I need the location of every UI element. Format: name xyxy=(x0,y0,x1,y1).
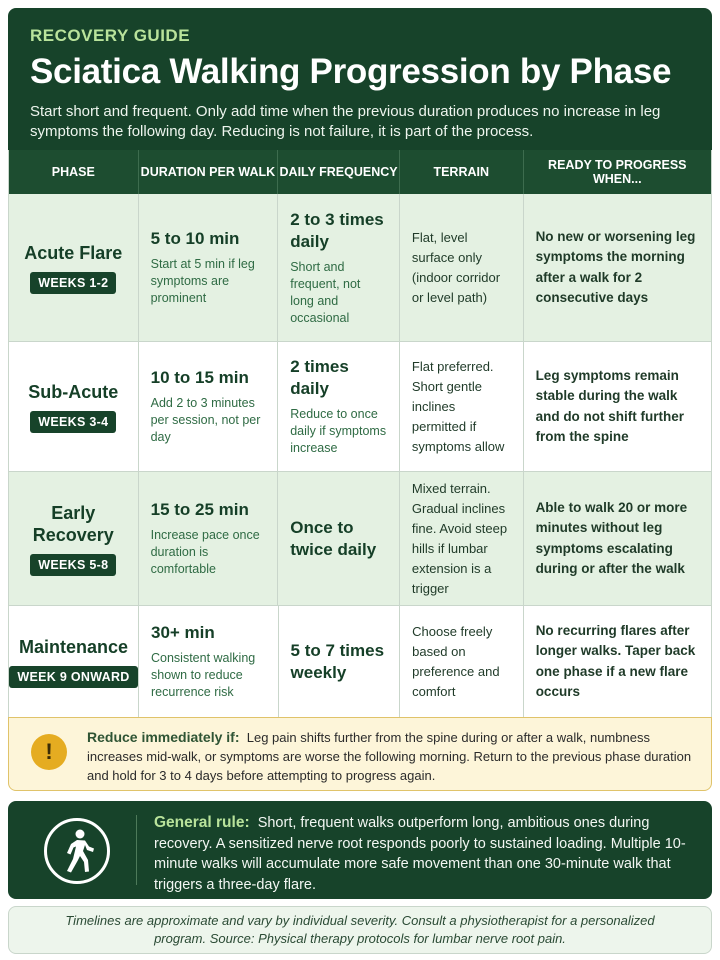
column-header-duration: DURATION PER WALK xyxy=(139,150,279,194)
duration-note: Increase pace once duration is comfortable xyxy=(150,528,260,576)
duration-note: Consistent walking shown to reduce recurrence risk xyxy=(151,651,256,699)
eyebrow-label: RECOVERY GUIDE xyxy=(30,26,191,45)
footer-text: Timelines are approximate and vary by individual severity. Consult a physiotherapist for a personalized program. Source: Physical therapy protocols for lumbar nerve root pain. xyxy=(65,913,655,946)
weeks-badge: WEEK 9 ONWARD xyxy=(9,666,137,688)
phase-cell xyxy=(9,194,139,341)
terrain-text: Flat, level surface only (indoor corridor or level path) xyxy=(411,229,501,305)
weeks-badge: WEEKS 5-8 xyxy=(30,554,116,576)
duration-value: 30+ min xyxy=(151,623,215,642)
frequency-value: 2 times daily xyxy=(290,357,349,398)
rule-label: General rule: xyxy=(154,814,250,831)
terrain-text: Mixed terrain. Gradual inclines fine. Avoid steep hills if lumbar extension is a trigger xyxy=(411,480,508,596)
rule-text xyxy=(154,813,696,895)
phase-name: Early Recovery xyxy=(32,502,114,545)
warning-callout xyxy=(8,717,712,791)
frequency-cell xyxy=(278,194,400,341)
rule-body: Short, frequent walks outperform long, ambitious ones during recovery. A sensitized nerve root responds poorly to sustained loading. Multiple 10-minute walks will accumulate more safe movement than one 30-minute walk that triggers a three-day flare. xyxy=(154,815,686,893)
frequency-value: 2 to 3 times daily xyxy=(290,209,384,251)
warning-label: Reduce immediately if: xyxy=(87,729,240,745)
progression-table xyxy=(8,150,712,717)
phase-name: Sub-Acute xyxy=(28,381,119,402)
ready-cell xyxy=(524,472,711,605)
duration-value: 10 to 15 min xyxy=(150,368,249,387)
phase-cell xyxy=(9,472,139,605)
ready-cell xyxy=(524,606,711,717)
column-header-frequency: DAILY FREQUENCY xyxy=(278,150,400,194)
duration-value: 5 to 10 min xyxy=(150,229,240,248)
frequency-value: Once to twice daily xyxy=(290,517,377,559)
column-header-ready: READY TO PROGRESS WHEN... xyxy=(548,158,687,186)
terrain-text: Choose freely based on preference and comfort xyxy=(412,623,500,699)
terrain-cell xyxy=(400,606,524,717)
ready-text: Leg symptoms remain stable during the walk and do not shift further from the spine xyxy=(535,367,685,444)
ready-text: No new or worsening leg symptoms the morning after a walk for 2 consecutive days xyxy=(535,228,696,305)
ready-text: No recurring flares after longer walks. Taper back one phase if a new flare occurs xyxy=(535,622,696,699)
table-row xyxy=(9,194,711,342)
duration-cell xyxy=(139,606,279,717)
page-title: Sciatica Walking Progression by Phase xyxy=(30,52,672,91)
duration-cell xyxy=(139,342,279,471)
column-header-phase: PHASE xyxy=(9,150,139,194)
phase-name: Acute Flare xyxy=(24,242,123,263)
duration-value: 15 to 25 min xyxy=(150,500,249,519)
footer-note xyxy=(8,906,712,954)
walking-person-icon xyxy=(44,818,110,884)
header-banner xyxy=(8,8,712,150)
exclamation-icon: ! xyxy=(31,734,67,770)
frequency-note: Reduce to once daily if symptoms increase xyxy=(290,407,387,455)
duration-note: Add 2 to 3 minutes per session, not per day xyxy=(150,396,261,444)
warning-body: Leg pain shifts further from the spine during or after a walk, numbness increases mid-walk, or symptoms are worse the following morning. Return to the previous phase duration and hold for 3 to 4 days before attempting to progress again. xyxy=(87,730,692,783)
table-row xyxy=(9,472,711,606)
weeks-badge: WEEKS 3-4 xyxy=(30,411,116,433)
frequency-note: Short and frequent, not long and occasional xyxy=(290,259,361,325)
phase-cell xyxy=(9,342,139,471)
page-subtitle: Start short and frequent. Only add time when the previous duration produces no increase in leg symptoms the following day. Reducing is not failure, it is part of the process. xyxy=(30,103,661,140)
duration-note: Start at 5 min if leg symptoms are prominent xyxy=(150,257,255,305)
ready-cell xyxy=(524,194,711,341)
table-header xyxy=(9,150,711,194)
column-header-terrain: TERRAIN xyxy=(400,150,524,194)
rule-divider xyxy=(136,815,137,885)
ready-text: Able to walk 20 or more minutes without leg symptoms escalating during or after the walk xyxy=(535,499,688,576)
terrain-cell xyxy=(400,342,524,471)
terrain-cell xyxy=(400,472,524,605)
general-rule-panel xyxy=(8,801,712,899)
phase-name: Maintenance xyxy=(18,636,129,657)
frequency-value: 5 to 7 times weekly xyxy=(290,640,385,682)
frequency-cell xyxy=(278,472,400,605)
phase-cell xyxy=(9,606,139,717)
frequency-cell xyxy=(278,342,400,471)
warning-text xyxy=(87,728,695,785)
weeks-badge: WEEKS 1-2 xyxy=(30,272,116,294)
terrain-text: Flat preferred. Short gentle inclines permitted if symptoms allow xyxy=(411,358,505,454)
duration-cell xyxy=(139,472,279,605)
terrain-cell xyxy=(400,194,524,341)
table-row xyxy=(9,606,711,717)
table-row xyxy=(9,342,711,472)
duration-cell xyxy=(139,194,279,341)
ready-cell xyxy=(524,342,711,471)
frequency-cell xyxy=(279,606,401,717)
